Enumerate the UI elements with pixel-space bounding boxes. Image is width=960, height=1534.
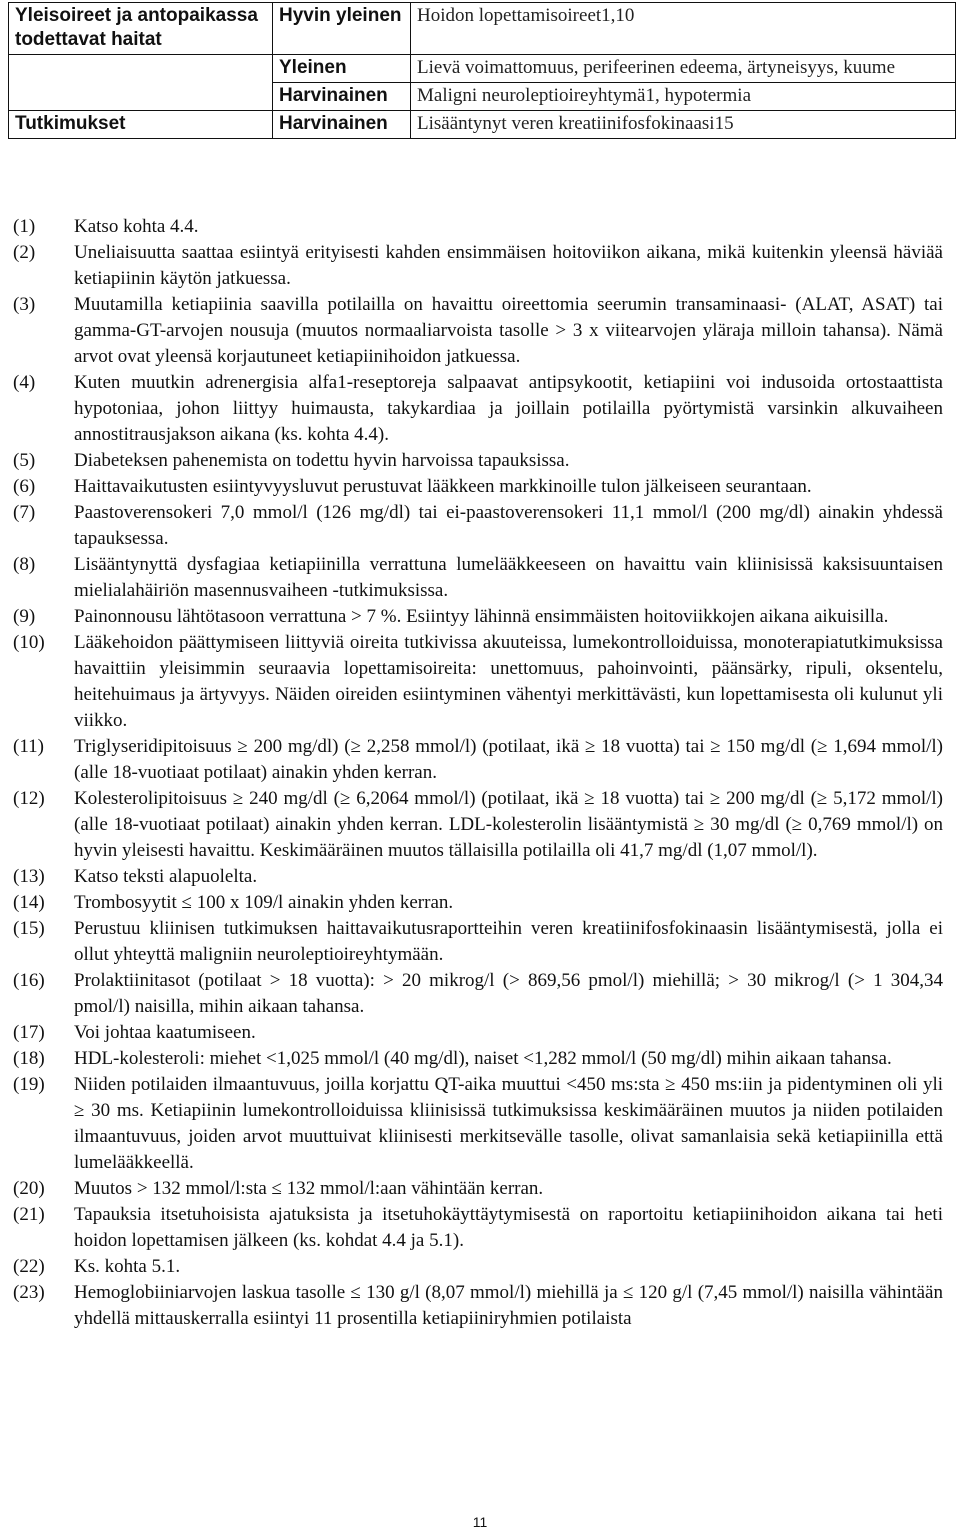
list-item (13, 500, 943, 552)
note-text: Haittavaikutusten esiintyvyysluvut perustuvat lääkkeen markkinoille tulon jälkeiseen seurantaan. (74, 476, 812, 497)
list-item (13, 630, 943, 734)
list-item (13, 890, 943, 916)
table-cell-category: Tutkimukset (9, 111, 273, 139)
list-item (13, 474, 943, 500)
note-number: (8) (13, 554, 36, 575)
list-item (13, 292, 943, 370)
list-item (13, 1254, 943, 1280)
table-cell-effect: Lievä voimattomuus, perifeerinen edeema, ärtyneisyys, kuume (411, 55, 956, 83)
note-number: (4) (13, 372, 36, 393)
table-cell-frequency: Yleinen (273, 55, 411, 83)
note-text: Hemoglobiiniarvojen laskua tasolle ≤ 130 g/l (8,07 mmol/l) miehillä ja ≤ 120 g/l (7,45 mmol/l) naisilla vähintään yhdellä mittauskerralla esiintyi 11 prosentilla ketiapiiniryhmien potilaista (74, 1282, 943, 1329)
note-number: (2) (13, 242, 36, 263)
note-number: (20) (13, 1178, 45, 1199)
list-item (13, 1280, 943, 1332)
note-text: Paastoverensokeri 7,0 mmol/l (126 mg/dl) tai ei-paastoverensokeri 11,1 mmol/l (200 mg/dl) ainakin yhdessä tapauksessa. (74, 502, 943, 549)
note-text: Ks. kohta 5.1. (74, 1256, 181, 1277)
list-item (13, 1046, 943, 1072)
note-number: (9) (13, 606, 36, 627)
note-number: (17) (13, 1022, 45, 1043)
table-cell-effect: Maligni neuroleptioireyhtymä1, hypotermia (411, 83, 956, 111)
list-item (13, 786, 943, 864)
list-item (13, 448, 943, 474)
note-text: Tapauksia itsetuhoisista ajatuksista ja itsetuhokäyttäytymisestä on raportoitu ketiapiinihoidon aikana tai heti hoidon lopettamisen jälkeen (ks. kohdat 4.4 ja 5.1). (74, 1204, 943, 1251)
list-item (13, 370, 943, 448)
note-number: (1) (13, 216, 36, 237)
note-text: Muutos > 132 mmol/l:sta ≤ 132 mmol/l:aan vähintään kerran. (74, 1178, 544, 1199)
note-text: Kolesterolipitoisuus ≥ 240 mg/dl (≥ 6,2064 mmol/l) (potilaat, ikä ≥ 18 vuotta) tai ≥ 200 mg/dl (≥ 5,172 mmol/l) (alle 18-vuotiaat potilaat) ainakin yhden kerran. LDL-kolesterolin lisääntymistä ≥ 30 mg/dl (≥ 0,769 mmol/l) on hyvin yleisesti havaittu. Keskimääräinen muutos tällaisilla potilailla oli 41,7 mg/dl (1,07 mmol/l). (74, 788, 943, 861)
category-header: Yleisoireet ja antopaikassa todettavat haitat (9, 3, 273, 55)
table-row (9, 111, 956, 139)
page-number: 11 (472, 1514, 488, 1530)
note-number: (16) (13, 970, 45, 991)
table-header-row (9, 3, 956, 55)
note-text: Lääkehoidon päättymiseen liittyviä oireita tutkivissa akuuteissa, lumekontrolloiduissa, monoterapiatutkimuksissa havaittiin yleisimmin seuraavia lopettamisoireita: unettomuus, pahoinvointi, päänsärky, ripuli, oksentelu, heitehuimaus ja ärtyvyys. Näiden oireiden esiintyminen vähentyi merkittävästi, kun lopettamisesta oli kulunut yli viikko. (74, 632, 943, 731)
note-number: (12) (13, 788, 45, 809)
note-number: (22) (13, 1256, 45, 1277)
list-item (13, 1072, 943, 1176)
note-text: Katso kohta 4.4. (74, 216, 199, 237)
list-item (13, 214, 943, 240)
note-text: Trombosyytit ≤ 100 x 109/l ainakin yhden kerran. (74, 892, 454, 913)
note-number: (18) (13, 1048, 45, 1069)
note-text: Kuten muutkin adrenergisia alfa1-reseptoreja salpaavat antipsykootit, ketiapiini voi indusoida ortostaattista hypotoniaa, johon liittyy huimausta, takykardiaa ja joillain potilailla pyörtymistä varsinkin alkuvaiheen annostitrausjakson aikana (ks. kohta 4.4). (74, 372, 943, 445)
note-text: Lisääntynyttä dysfagiaa ketiapiinilla verrattuna lumelääkkeeseen on havaittu vain kliinisissä kaksisuuntaisen mielialahäiriön masennusvaiheen -tutkimuksissa. (74, 554, 943, 601)
list-item (13, 240, 943, 292)
note-number: (6) (13, 476, 36, 497)
note-text: Triglyseridipitoisuus ≥ 200 mg/dl) (≥ 2,258 mmol/l) (potilaat, ikä ≥ 18 vuotta) tai ≥ 150 mg/dl (≥ 1,694 mmol/l) (alle 18-vuotiaat potilaat) ainakin yhden kerran. (74, 736, 943, 783)
note-text: Uneliaisuutta saattaa esiintyä erityisesti kahden ensimmäisen hoitoviikon aikana, mikä kuitenkin yleensä häviää ketiapiinin käytön jatkuessa. (74, 242, 943, 289)
note-number: (3) (13, 294, 36, 315)
note-number: (15) (13, 918, 45, 939)
note-text: Katso teksti alapuolelta. (74, 866, 258, 887)
table-cell-frequency: Harvinainen (273, 83, 411, 111)
list-item (13, 552, 943, 604)
list-item (13, 864, 943, 890)
note-number: (19) (13, 1074, 45, 1095)
note-number: (7) (13, 502, 36, 523)
note-number: (11) (13, 736, 44, 757)
table-cell-category (9, 55, 273, 111)
note-text: Prolaktiinitasot (potilaat > 18 vuotta): > 20 mikrog/l (> 869,56 pmol/l) miehillä; > 30 mikrog/l (> 1 304,34 pmol/l) naisilla, mihin aikaan tahansa. (74, 970, 943, 1017)
note-number: (10) (13, 632, 45, 653)
note-number: (13) (13, 866, 45, 887)
frequency-header: Hyvin yleinen (273, 3, 411, 55)
list-item (13, 968, 943, 1020)
footnotes (13, 214, 943, 1332)
note-text: Diabeteksen pahenemista on todettu hyvin harvoissa tapauksissa. (74, 450, 570, 471)
note-number: (23) (13, 1282, 45, 1303)
note-text: Perustuu kliinisen tutkimuksen haittavaikutusraportteihin veren kreatiinifosfokinaasin lisääntymisestä, jolla ei ollut yhteyttä maligniin neuroleptioireyhtymään. (74, 918, 943, 965)
note-number: (21) (13, 1204, 45, 1225)
list-item (13, 916, 943, 968)
note-text: Niiden potilaiden ilmaantuvuus, joilla korjattu QT-aika muuttui <450 ms:sta ≥ 450 ms:iin ja pidentyminen oli yli ≥ 30 ms. Ketiapiinin lumekontrolloiduissa kliinisissä tutkimuksissa keskimääräinen muutos ja niiden potilaiden ilmaantuvuus, joiden arvot muuttuivat kliinisesti merkitsevälle tasolle, olivat samanlaisia sekä ketiapiinilla että lumelääkkeellä. (74, 1074, 943, 1173)
note-text: Painonnousu lähtötasoon verrattuna > 7 %. Esiintyy lähinnä ensimmäisten hoitoviikkojen aikana aikuisilla. (74, 606, 889, 627)
note-text: Voi johtaa kaatumiseen. (74, 1022, 256, 1043)
table-cell-effect: Lisääntynyt veren kreatiinifosfokinaasi15 (411, 111, 956, 139)
adverse-effects-table (8, 2, 956, 139)
list-item (13, 734, 943, 786)
effect-header: Hoidon lopettamisoireet1,10 (411, 3, 956, 55)
note-number: (14) (13, 892, 45, 913)
table-cell-frequency: Harvinainen (273, 111, 411, 139)
table-row (9, 55, 956, 83)
list-item (13, 604, 943, 630)
list-item (13, 1020, 943, 1046)
note-number: (5) (13, 450, 36, 471)
note-text: HDL-kolesteroli: miehet <1,025 mmol/l (40 mg/dl), naiset <1,282 mmol/l (50 mg/dl) mihin aikaan tahansa. (74, 1048, 892, 1069)
note-text: Muutamilla ketiapiinia saavilla potilailla on havaittu oireettomia seerumin transaminaasi- (ALAT, ASAT) tai gamma-GT-arvojen nousuja (muutos normaaliarvoista tasolle > 3 x viitearvojen yläraja milloin tahansa). Nämä arvot ovat yleensä korjautuneet ketiapiinihoidon jatkuessa. (74, 294, 943, 367)
list-item (13, 1176, 943, 1202)
list-item (13, 1202, 943, 1254)
